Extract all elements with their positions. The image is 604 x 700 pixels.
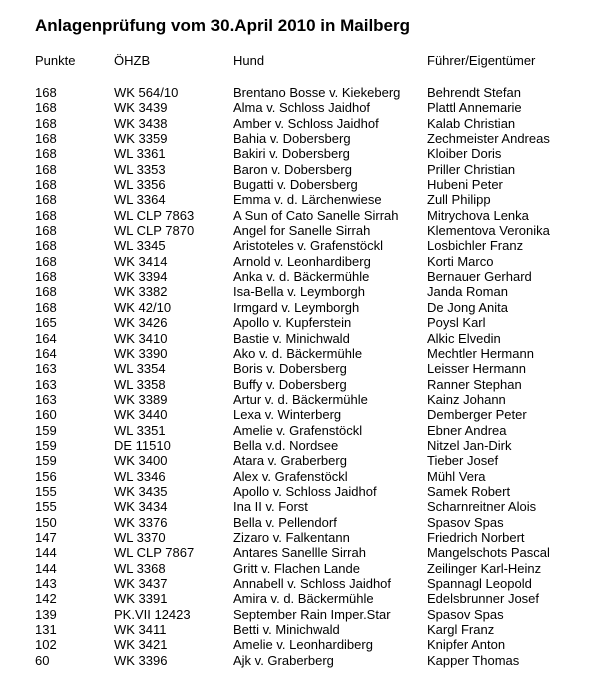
cell-hund: Boris v. Dobersberg xyxy=(233,361,347,377)
cell-punkte: 168 xyxy=(35,223,57,239)
cell-punkte: 102 xyxy=(35,637,57,653)
table-row xyxy=(0,407,604,422)
cell-hund: Lexa v. Winterberg xyxy=(233,407,342,423)
cell-hund: Brentano Bosse v. Kiekeberg xyxy=(233,85,401,100)
cell-oehzb: WL 3358 xyxy=(114,376,166,392)
cell-fuehrer: Zull Philipp xyxy=(427,192,491,208)
cell-fuehrer: De Jong Anita xyxy=(427,299,508,315)
cell-punkte: 168 xyxy=(35,238,57,254)
cell-punkte: 164 xyxy=(35,330,57,346)
table-row xyxy=(0,438,604,453)
cell-hund: Antares Sanellle Sirrah xyxy=(233,545,366,561)
cell-punkte: 144 xyxy=(35,545,57,561)
cell-oehzb: WL 3346 xyxy=(114,468,166,484)
cell-oehzb: WK 3400 xyxy=(114,453,168,469)
cell-hund: Ina II v. Forst xyxy=(233,499,308,515)
cell-hund: Amira v. d. Bäckermühle xyxy=(233,591,374,607)
cell-oehzb: DE 11510 xyxy=(114,437,171,453)
table-row xyxy=(0,453,604,468)
cell-fuehrer: Behrendt Stefan xyxy=(427,85,521,100)
cell-hund: Amelie v. Leonhardiberg xyxy=(233,637,373,653)
column-header-fuehrer: Führer/Eigentümer xyxy=(427,53,536,68)
cell-fuehrer: Ebner Andrea xyxy=(427,422,507,438)
cell-punkte: 168 xyxy=(35,177,57,193)
table-row xyxy=(0,177,604,192)
cell-hund: Bakiri v. Dobersberg xyxy=(233,146,350,162)
column-header-oehzb: ÖHZB xyxy=(114,53,151,68)
cell-punkte: 168 xyxy=(35,161,57,177)
table-row xyxy=(0,423,604,438)
cell-punkte: 168 xyxy=(35,131,57,147)
table-row xyxy=(0,315,604,330)
table-row xyxy=(0,377,604,392)
cell-hund: Annabell v. Schloss Jaidhof xyxy=(233,576,392,591)
cell-punkte: 168 xyxy=(35,269,57,285)
cell-fuehrer: Spannagl Leopold xyxy=(427,576,532,591)
table-row xyxy=(0,545,604,560)
cell-oehzb: WK 3382 xyxy=(114,284,168,300)
cell-oehzb: WK 3359 xyxy=(114,131,168,147)
cell-fuehrer: Korti Marco xyxy=(427,253,494,269)
cell-fuehrer: Zechmeister Andreas xyxy=(427,131,550,147)
cell-oehzb: WK 3376 xyxy=(114,514,168,530)
cell-fuehrer: Mangelschots Pascal xyxy=(427,545,550,561)
cell-punkte: 143 xyxy=(35,576,57,591)
cell-punkte: 168 xyxy=(35,299,57,315)
table-row xyxy=(0,269,604,284)
results-table xyxy=(0,85,604,668)
table-row xyxy=(0,254,604,269)
cell-oehzb: WK 3440 xyxy=(114,407,168,423)
table-row xyxy=(0,515,604,530)
cell-punkte: 159 xyxy=(35,422,57,438)
cell-oehzb: WK 3439 xyxy=(114,100,168,116)
cell-hund: Irmgard v. Leymborgh xyxy=(233,299,360,315)
table-row xyxy=(0,561,604,576)
cell-punkte: 60 xyxy=(35,652,50,668)
cell-hund: Apollo v. Kupferstein xyxy=(233,315,352,331)
cell-punkte: 144 xyxy=(35,560,57,576)
cell-hund: Arnold v. Leonhardiberg xyxy=(233,253,371,269)
cell-fuehrer: Scharnreitner Alois xyxy=(427,499,537,515)
cell-oehzb: WK 3434 xyxy=(114,499,168,515)
cell-hund: Buffy v. Dobersberg xyxy=(233,376,347,392)
cell-hund: Apollo v. Schloss Jaidhof xyxy=(233,483,377,499)
table-row xyxy=(0,100,604,115)
cell-punkte: 168 xyxy=(35,207,57,223)
table-row xyxy=(0,392,604,407)
cell-hund: Gritt v. Flachen Lande xyxy=(233,560,360,576)
table-row xyxy=(0,637,604,652)
table-row xyxy=(0,284,604,299)
cell-oehzb: WL 3356 xyxy=(114,177,166,193)
cell-hund: Alex v. Grafenstöckl xyxy=(233,468,348,484)
table-row xyxy=(0,300,604,315)
cell-fuehrer: Priller Christian xyxy=(427,161,516,177)
table-row xyxy=(0,331,604,346)
cell-oehzb: WK 3389 xyxy=(114,391,168,407)
cell-oehzb: WL 3370 xyxy=(114,529,166,545)
cell-punkte: 168 xyxy=(35,146,57,162)
cell-fuehrer: Kalab Christian xyxy=(427,115,516,131)
cell-fuehrer: Friedrich Norbert xyxy=(427,529,525,545)
cell-fuehrer: Bernauer Gerhard xyxy=(427,269,532,285)
table-row xyxy=(0,146,604,161)
cell-oehzb: WL 3354 xyxy=(114,361,166,377)
cell-fuehrer: Spasov Spas xyxy=(427,514,504,530)
cell-fuehrer: Samek Robert xyxy=(427,483,511,499)
cell-fuehrer: Zeilinger Karl-Heinz xyxy=(427,560,542,576)
cell-hund: Emma v. d. Lärchenwiese xyxy=(233,192,382,208)
table-row xyxy=(0,223,604,238)
cell-hund: Amelie v. Grafenstöckl xyxy=(233,422,363,438)
cell-hund: Bella v.d. Nordsee xyxy=(233,437,339,453)
cell-hund: Bastie v. Minichwald xyxy=(233,330,350,346)
page-title: Anlagenprüfung vom 30.April 2010 in Mailberg xyxy=(35,16,411,35)
cell-hund: Anka v. d. Bäckermühle xyxy=(233,269,370,285)
cell-oehzb: WL 3364 xyxy=(114,192,166,208)
cell-oehzb: WL CLP 7863 xyxy=(114,207,195,223)
cell-punkte: 168 xyxy=(35,284,57,300)
cell-oehzb: WK 3390 xyxy=(114,345,168,361)
cell-oehzb: WK 3411 xyxy=(114,622,167,638)
cell-oehzb: WK 3410 xyxy=(114,330,168,346)
table-row xyxy=(0,591,604,606)
cell-punkte: 150 xyxy=(35,514,57,530)
cell-punkte: 131 xyxy=(35,622,57,638)
table-row xyxy=(0,238,604,253)
table-row xyxy=(0,469,604,484)
cell-punkte: 159 xyxy=(35,437,57,453)
cell-punkte: 142 xyxy=(35,591,57,607)
cell-oehzb: WL 3345 xyxy=(114,238,166,254)
cell-hund: Betti v. Minichwald xyxy=(233,622,340,638)
column-header-hund: Hund xyxy=(233,53,265,68)
cell-oehzb: WL CLP 7870 xyxy=(114,223,195,239)
table-row xyxy=(0,192,604,207)
cell-punkte: 163 xyxy=(35,376,57,392)
column-header-punkte: Punkte xyxy=(35,53,76,68)
cell-oehzb: WK 3437 xyxy=(114,576,168,591)
cell-fuehrer: Janda Roman xyxy=(427,284,508,300)
cell-hund: Angel for Sanelle Sirrah xyxy=(233,223,371,239)
cell-hund: Isa-Bella v. Leymborgh xyxy=(233,284,365,300)
cell-punkte: 159 xyxy=(35,453,57,469)
cell-oehzb: WK 3414 xyxy=(114,253,168,269)
table-row xyxy=(0,346,604,361)
table-row xyxy=(0,162,604,177)
table-row xyxy=(0,116,604,131)
cell-oehzb: WK 3421 xyxy=(114,637,168,653)
cell-oehzb: WK 42/10 xyxy=(114,299,172,315)
cell-fuehrer: Tieber Josef xyxy=(427,453,499,469)
cell-fuehrer: Alkic Elvedin xyxy=(427,330,501,346)
cell-fuehrer: Nitzel Jan-Dirk xyxy=(427,437,512,453)
cell-hund: Bella v. Pellendorf xyxy=(233,514,337,530)
table-row xyxy=(0,484,604,499)
cell-oehzb: WK 3391 xyxy=(114,591,168,607)
cell-punkte: 168 xyxy=(35,253,57,269)
cell-hund: Ajk v. Graberberg xyxy=(233,652,334,668)
cell-punkte: 163 xyxy=(35,391,57,407)
cell-fuehrer: Leisser Hermann xyxy=(427,361,526,377)
cell-fuehrer: Plattl Annemarie xyxy=(427,100,522,116)
cell-punkte: 168 xyxy=(35,192,57,208)
cell-punkte: 156 xyxy=(35,468,57,484)
table-row xyxy=(0,85,604,100)
cell-punkte: 160 xyxy=(35,407,57,423)
cell-fuehrer: Spasov Spas xyxy=(427,606,504,622)
cell-fuehrer: Poysl Karl xyxy=(427,315,486,331)
cell-oehzb: WL 3351 xyxy=(114,422,166,438)
cell-hund: Baron v. Dobersberg xyxy=(233,161,352,177)
cell-oehzb: WL 3361 xyxy=(114,146,166,162)
cell-hund: Atara v. Graberberg xyxy=(233,453,347,469)
table-row xyxy=(0,653,604,668)
cell-hund: Alma v. Schloss Jaidhof xyxy=(233,100,371,116)
cell-fuehrer: Hubeni Peter xyxy=(427,177,503,193)
cell-fuehrer: Edelsbrunner Josef xyxy=(427,591,540,607)
cell-punkte: 168 xyxy=(35,100,57,116)
cell-fuehrer: Losbichler Franz xyxy=(427,238,524,254)
cell-oehzb: WK 3394 xyxy=(114,269,168,285)
cell-oehzb: WL CLP 7867 xyxy=(114,545,195,561)
table-row xyxy=(0,499,604,514)
cell-oehzb: WL 3368 xyxy=(114,560,166,576)
cell-oehzb: WK 3438 xyxy=(114,115,168,131)
table-row xyxy=(0,131,604,146)
cell-fuehrer: Klementova Veronika xyxy=(427,223,550,239)
cell-punkte: 164 xyxy=(35,345,57,361)
cell-punkte: 147 xyxy=(35,529,57,545)
cell-oehzb: WK 564/10 xyxy=(114,85,179,100)
cell-hund: Bugatti v. Dobersberg xyxy=(233,177,358,193)
cell-hund: A Sun of Cato Sanelle Sirrah xyxy=(233,207,399,223)
cell-fuehrer: Demberger Peter xyxy=(427,407,527,423)
cell-fuehrer: Ranner Stephan xyxy=(427,376,522,392)
cell-hund: Amber v. Schloss Jaidhof xyxy=(233,115,379,131)
cell-punkte: 163 xyxy=(35,361,57,377)
cell-hund: Bahia v. Dobersberg xyxy=(233,131,351,147)
cell-fuehrer: Mitrychova Lenka xyxy=(427,207,529,223)
cell-punkte: 168 xyxy=(35,85,57,100)
cell-fuehrer: Kapper Thomas xyxy=(427,652,520,668)
cell-hund: Artur v. d. Bäckermühle xyxy=(233,391,368,407)
cell-oehzb: WK 3435 xyxy=(114,483,168,499)
cell-hund: Ako v. d. Bäckermühle xyxy=(233,345,363,361)
cell-hund: Zizaro v. Falkentann xyxy=(233,529,350,545)
cell-oehzb: WK 3426 xyxy=(114,315,168,331)
cell-fuehrer: Kainz Johann xyxy=(427,391,506,407)
table-row xyxy=(0,576,604,591)
cell-punkte: 168 xyxy=(35,115,57,131)
cell-fuehrer: Kloiber Doris xyxy=(427,146,502,162)
cell-oehzb: PK.VII 12423 xyxy=(114,606,191,622)
cell-fuehrer: Knipfer Anton xyxy=(427,637,506,653)
cell-oehzb: WK 3396 xyxy=(114,652,168,668)
cell-oehzb: WL 3353 xyxy=(114,161,166,177)
table-row xyxy=(0,607,604,622)
cell-punkte: 165 xyxy=(35,315,57,331)
table-row xyxy=(0,361,604,376)
cell-punkte: 155 xyxy=(35,483,57,499)
table-row xyxy=(0,208,604,223)
table-header xyxy=(0,53,604,71)
cell-punkte: 139 xyxy=(35,606,57,622)
cell-hund: September Rain Imper.Star xyxy=(233,606,391,622)
table-row xyxy=(0,622,604,637)
cell-fuehrer: Mühl Vera xyxy=(427,468,486,484)
table-row xyxy=(0,530,604,545)
cell-fuehrer: Mechtler Hermann xyxy=(427,345,534,361)
cell-fuehrer: Kargl Franz xyxy=(427,622,495,638)
cell-punkte: 155 xyxy=(35,499,57,515)
cell-hund: Aristoteles v. Grafenstöckl xyxy=(233,238,384,254)
